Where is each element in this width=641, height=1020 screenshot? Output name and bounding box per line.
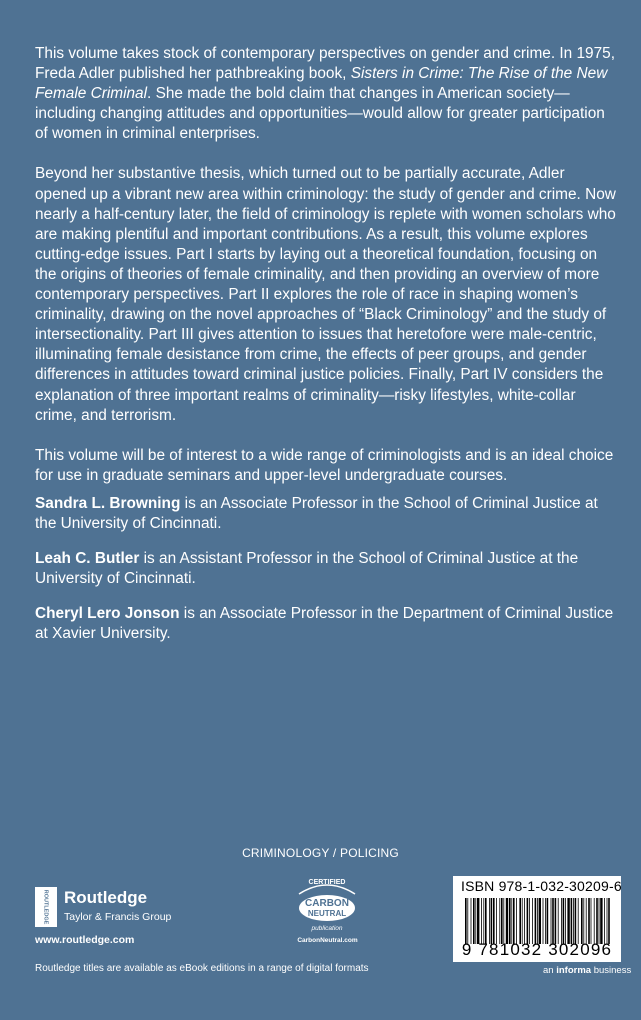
author-name: Sandra L. Browning xyxy=(35,495,181,512)
blurb-paragraph-1 xyxy=(35,44,620,144)
ebook-note: Routledge titles are available as eBook editions in a range of digital formats xyxy=(35,963,369,974)
author-name: Cheryl Lero Jonson xyxy=(35,605,180,623)
isbn-label: ISBN 978-1-032-30209-6 xyxy=(461,878,622,894)
author-bio xyxy=(35,604,620,644)
author-bios xyxy=(35,494,620,660)
svg-text:CERTIFIED: CERTIFIED xyxy=(308,879,346,886)
back-cover-blurb xyxy=(35,44,620,506)
carbon-neutral-url: CarbonNeutral.com xyxy=(297,937,358,944)
publisher-group: Taylor & Francis Group xyxy=(64,911,172,923)
author-bio-text: is an Assistant Professor in the School of Criminal Justice at the University of Cincinnati. xyxy=(35,550,579,588)
barcode-digits: 9 781032 302096 xyxy=(461,940,613,959)
isbn-barcode xyxy=(453,876,621,962)
barcode-icon xyxy=(463,898,613,944)
author-bio-text: is an Associate Professor in the School of Criminal Justice at the University of Cincinnati. xyxy=(35,495,598,533)
book-title-italic: Sisters in Crime: The Rise of the New Female Criminal xyxy=(35,65,608,103)
author-bio xyxy=(35,494,620,534)
svg-text:ROUTLEDGE: ROUTLEDGE xyxy=(42,889,49,925)
informa-tagline: an informa business xyxy=(543,965,632,976)
author-bio-text: is an Associate Professor in the Department of Criminal Justice at Xavier University. xyxy=(35,605,614,643)
svg-text:CARBON: CARBON xyxy=(305,898,349,909)
svg-text:publication: publication xyxy=(311,925,343,932)
svg-text:NEUTRAL: NEUTRAL xyxy=(307,909,347,918)
blurb-paragraph-3: This volume will be of interest to a wide range of criminologists and is an ideal choice for use in graduate seminars and upper-level undergraduate courses. xyxy=(35,446,614,484)
author-bio xyxy=(35,549,620,589)
routledge-logo xyxy=(35,887,175,932)
publisher-website[interactable]: www.routledge.com xyxy=(35,934,135,946)
blurb-paragraph-2: Beyond her substantive thesis, which turned out to be partially accurate, Adler opened up a vibrant new area within criminology: the study of gender and crime. Now nearly a half-century later, the field of criminology is replete with women scholars who are making plentiful and important contributions. As a result, this volume explores cutting-edge issues. Part I starts by laying out a theoretical foundation, focusing on the origins of theories of female criminality, and then providing an overview of more contemporary perspectives. Part II explores the role of race in shaping women’s criminality, drawing on the novel approaches of “Black Criminology” and the study of intersectionality. Part III gives attention to issues that heretofore were male-centric, illuminating female desistance from crime, the effects of peer groups, and gender differences in attitudes toward criminal justice policies. Finally, Part IV considers the explanation of three important realms of criminality—risky lifestyles, white-collar crime, and terrorism. xyxy=(35,165,616,424)
blurb-text: This volume takes stock of contemporary perspectives on gender and crime. In 1975, Freda Adler published her pathbreaking book, xyxy=(35,45,616,83)
routledge-emblem-icon xyxy=(35,887,57,927)
author-name: Leah C. Butler xyxy=(35,550,140,568)
blurb-text: . She made the bold claim that changes in American society—including changing attitudes and opportunities—would allow for greater participation of women in criminal enterprises. xyxy=(35,85,605,143)
subject-category: CRIMINOLOGY / POLICING xyxy=(242,846,399,860)
publisher-name: Routledge xyxy=(64,888,148,907)
